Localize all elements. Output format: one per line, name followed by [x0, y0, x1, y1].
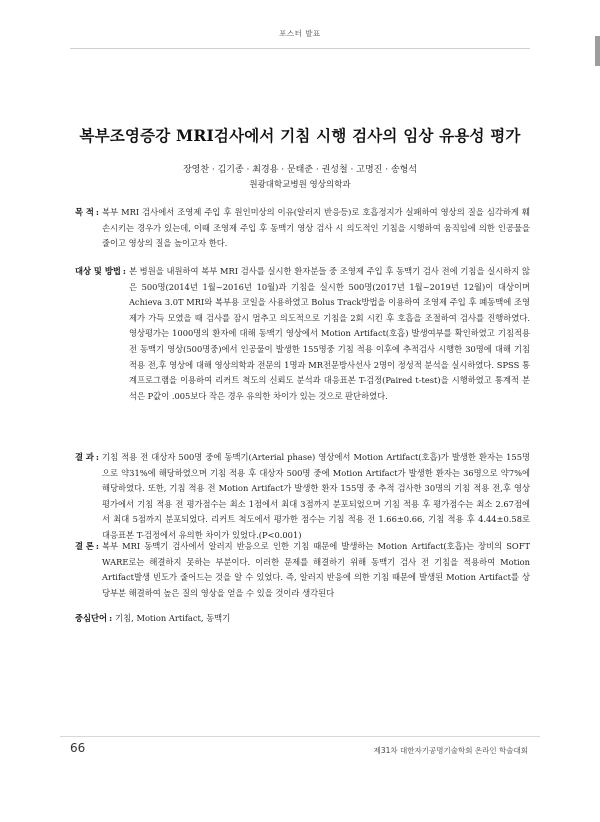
- affiliation: 원광대학교병원 영상의학과: [249, 180, 351, 190]
- section-body: 복부 MRI 검사에서 조영제 주입 후 원인미상의 이유(알러지 반응등)로 호흡정지가 실패하여 영상의 질을 심각하게 훼손시키는 경우가 있는데, 이때 조영제 주입 후 동맥기 영상 검사 시 의도적인 기침을 시행하여 움직임에 의한 인공물을 줄이고 영상의 질을 높이고자 한다.: [102, 207, 530, 249]
- section-results: [75, 450, 530, 544]
- section-body: 본 병원을 내원하여 복부 MRI 검사를 실시한 환자분들 중 조영제 주입 후 동맥기 검사 전에 기침을 실시하지 않은 500명(2014년 1월~2016년 10월)과 기침을 실시한 500명(2017년 1월~2019년 12월)이 대상이며 Achieva 3.0T MRI와 복부용 코일을 사용하였고 Bolus Track방법을 이용하여 조영제 주입 후 폐동맥에 조영제가 가득 모였을 때 검사를 잠시 멈추고 의도적으로 기침을 2회 시킨 후 호흡을 조절하여 검사를 진행하였다. 영상평가는 1000명의 환자에 대해 동맥기 영상에서 Motion Artifact(호흡) 발생여부를 확인하였고 기침적용 전 동맥기 영상(500명중)에서 인공물이 발생한 155명중 기침 적용 이후에 추적검사 시행한 30명에 대해 기침 적용 전,후 영상에 대해 영상의학과 전문의 1명과 MR전문방사선사 2명이 정성적 분석을 실시하였다. SPSS 통계프로그램을 이용하여 리커트 척도의 신뢰도 분석과 대응표본 T-검정(Paired t-test)을 시행하였고 통계적 분석은 P값이 .005보다 작은 경우 유의한 차이가 있는 것으로 판단하였다.: [128, 266, 530, 401]
- conference-name: 제31차 대한자기공명기술학회 온라인 학술대회: [373, 746, 528, 755]
- section-body: 기침, Motion Artifact, 동맥기: [115, 613, 231, 623]
- section-label: 결 론 :: [75, 541, 99, 551]
- section-label: 결 과 :: [75, 452, 99, 462]
- page-number: 66: [70, 741, 86, 755]
- section-body: 복부 MRI 동맥기 검사에서 알러지 반응으로 인한 기침 때문에 발생하는 Motion Artifact(호흡)는 장비의 SOFT WARE로는 해결하지 못하는 부분이다. 이러한 문제를 해결하기 위해 동맥기 검사 전 기침을 적용하여 Motion Artifact발생 빈도가 줄어드는 것을 알 수 있었다. 즉, 알러지 반응에 의한 기침 때문에 발생된 Motion Artifact를 상당부분 해결하여 높은 질의 영상을 얻을 수 있을 것이라 생각된다: [102, 541, 530, 598]
- section-conclusion: [75, 539, 530, 601]
- section-keywords: [75, 611, 530, 627]
- section-body: 기침 적용 전 대상자 500명 중에 동맥기(Arterial phase) 영상에서 Motion Artifact(호흡)가 발생한 환자는 155명으로 약31%에 해당하였으며 기침 적용 후 대상자 500명 중에 Motion Artifact가 발생한 환자는 36명으로 약7%에 해당하였다. 또한, 기침 적용 전 Motion Artifact가 발생한 환자 155명 중 추적 검사한 30명의 기침 적용 전,후 영상평가에서 기침 적용 전 평가점수는 최소 1점에서 최대 3점까지 분포되었으며 기침 적용 후 평가점수는 최소 2.67점에서 최대 5점까지 분포되었다. 리커트 척도에서 평가한 점수는 기침 적용 전 1.66±0.66, 기침 적용 후 4.44±0.58로 대응표본 T-검정에서 유의한 차이가 있었다.(P<0.001): [102, 452, 530, 540]
- page-edge-tab: [595, 36, 600, 66]
- section-label: 대상 및 방법 :: [75, 266, 126, 276]
- author-list: 장영찬 · 김기종 · 최경용 · 문태준 · 권성철 · 고명진 · 송형석: [182, 165, 418, 175]
- footer-divider: [60, 736, 540, 737]
- paper-title: 복부조영증강 MRI검사에서 기침 시행 검사의 임상 유용성 평가: [79, 126, 521, 145]
- section-label: 목 적 :: [75, 207, 99, 217]
- header-divider: [70, 48, 530, 49]
- section-methods: [75, 264, 530, 404]
- section-purpose: [75, 205, 530, 252]
- section-header-label: 포스터 발표: [279, 29, 321, 38]
- section-label: 중심단어 :: [75, 613, 113, 623]
